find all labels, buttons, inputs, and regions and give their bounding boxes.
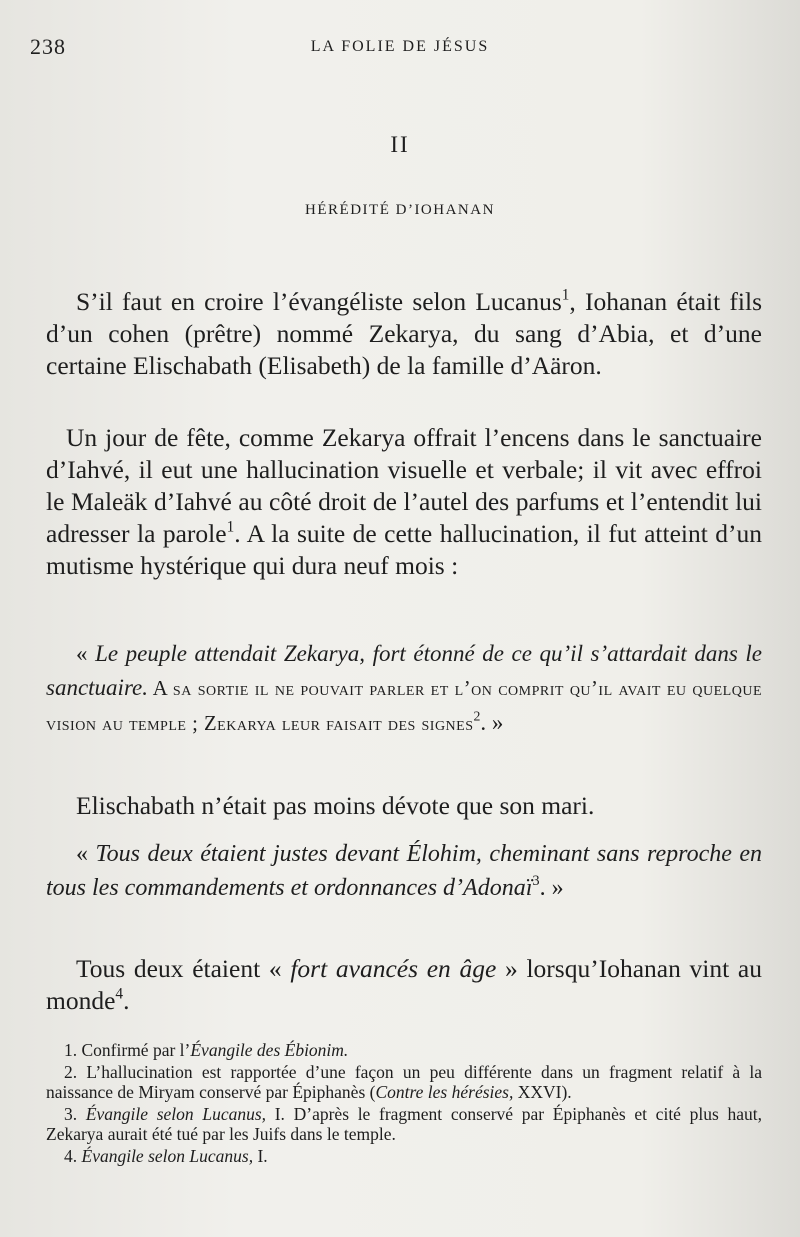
footnote-4-text: 4. — [64, 1146, 82, 1166]
footnote-3 — [46, 1104, 762, 1144]
footnote-3-text: 3. — [64, 1104, 86, 1124]
chapter-number: II — [390, 132, 410, 157]
footnote-4 — [46, 1146, 762, 1166]
quote-1 — [46, 637, 762, 741]
footnote-3-post: I. D’après le fragment conservé par Épiphanès et cité plus haut, Zekarya aurait été tué par les Juifs dans le temple. — [46, 1104, 762, 1144]
paragraph-4-end: . — [123, 986, 130, 1015]
running-title: LA FOLIE DE JÉSUS — [310, 38, 490, 55]
paragraph-2 — [46, 422, 762, 582]
footnote-ref-3: 3 — [532, 872, 540, 889]
footnotes — [46, 1040, 762, 1166]
quote-2 — [46, 837, 762, 905]
footnote-2-text: 2. L’hallucination est rapportée d’une façon un peu différente dans un fragment relatif à la naissance de Miryam conservé par Épiphanès ( — [46, 1062, 762, 1102]
paragraph-1-rest: , Iohanan était fils d’un cohen (prêtre) nommé Zekarya, du sang d’Abia, et d’une certaine Elischabath (Elisabeth) de la famille d’Aäron. — [46, 287, 763, 380]
quote-1-italic: Le peuple attendait Zekarya, fort étonné de ce qu’il s’attardait dans le sanctuaire. — [46, 641, 762, 700]
footnote-1-text: 1. Confirmé par l’ — [64, 1040, 191, 1060]
footnote-4-italic: Évangile selon Lucanus, — [81, 1146, 254, 1166]
paragraph-1 — [46, 286, 762, 382]
footnote-1-italic: Évangile des Ébionim. — [190, 1040, 349, 1060]
footnote-ref-4: 4 — [115, 985, 124, 1003]
footnote-ref-2: 2 — [473, 708, 481, 724]
page-header — [30, 34, 770, 68]
footnote-2-italic: Contre les hérésies, — [375, 1082, 514, 1102]
quote-2-open: « — [76, 841, 96, 867]
footnote-2-post: XXVI). — [513, 1082, 572, 1102]
paragraph-4 — [46, 953, 762, 1017]
page-number: 238 — [30, 34, 66, 59]
chapter-title: HÉRÉDITÉ D’IOHANAN — [305, 202, 495, 218]
footnote-1 — [46, 1040, 762, 1060]
paragraph-4-italic: fort avancés en âge — [290, 954, 497, 983]
paragraph-2-text: Un jour de fête, comme Zekarya offrait l’encens dans le sanctuaire d’Iahvé, il eut une hallucination visuelle et verbale; il vit avec effroi le Maleäk d’Iahvé au côté droit de l’autel des parfums et l’entendit lui adresser la parole — [46, 423, 762, 548]
footnote-2 — [46, 1062, 762, 1102]
quote-1-smallcaps: A sa sortie il ne pouvait parler et l’on comprit qu’il avait eu quelque vision au temple ; Zekarya leur faisait des signes — [46, 678, 762, 735]
footnote-3-italic: Évangile selon Lucanus, — [85, 1104, 267, 1124]
paragraph-3 — [46, 790, 762, 822]
paragraph-4-text: Tous deux étaient « — [76, 954, 291, 983]
quote-2-close: . » — [539, 875, 564, 901]
footnote-4-post: I. — [253, 1146, 268, 1166]
footnote-ref-1: 1 — [561, 286, 570, 304]
paragraph-1-text: S’il faut en croire l’évangéliste selon Lucanus — [76, 287, 562, 316]
paragraph-3-text: Elischabath n’était pas moins dévote que son mari. — [76, 791, 595, 820]
footnote-ref-1b: 1 — [226, 518, 235, 536]
paragraph-2-rest: . A la suite de cette hallucination, il fut atteint d’un mutisme hystérique qui dura neuf mois : — [46, 519, 763, 580]
quote-1-open: « — [76, 641, 96, 666]
quote-1-close: . » — [480, 710, 504, 735]
quote-2-italic: Tous deux étaient justes devant Élohim, cheminant sans reproche en tous les commandements et ordonnances d’Adonaï — [46, 841, 762, 901]
paragraph-4-mid: » lorsqu’Iohanan vint au monde — [46, 954, 762, 1015]
